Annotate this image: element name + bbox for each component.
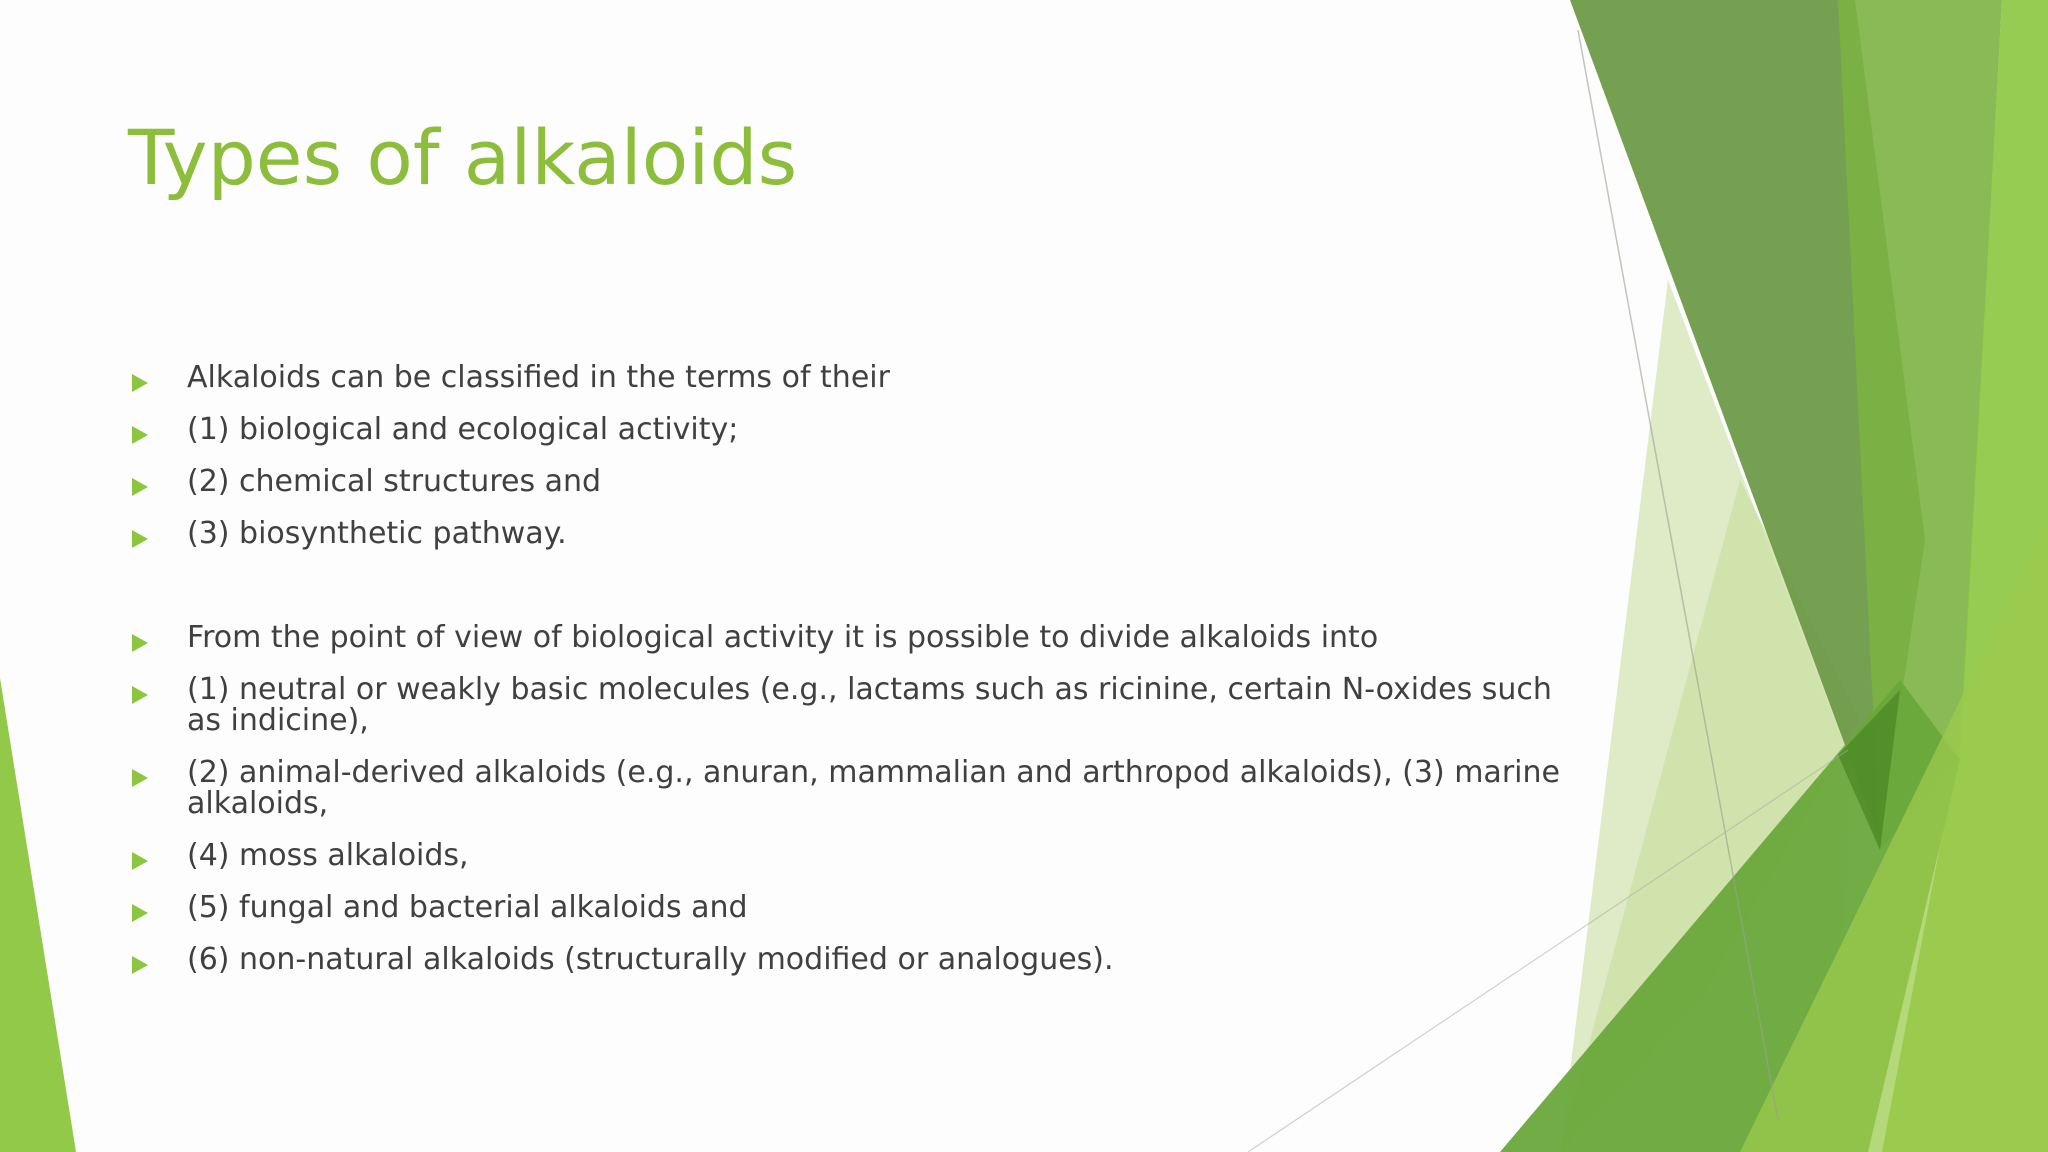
bullet-item: [128, 518, 1568, 549]
bullet-item: [128, 622, 1568, 653]
right-triangle-bullet-icon: [132, 530, 148, 548]
bullet-text: Alkaloids can be classified in the terms of their: [187, 360, 890, 395]
bullet-text: From the point of view of biological activity it is possible to divide alkaloids into: [187, 620, 1379, 655]
bullet-item: [128, 757, 1568, 819]
bullet-item: [128, 362, 1568, 393]
bullet-item: [128, 466, 1568, 497]
bullet-text: (3) biosynthetic pathway.: [187, 516, 567, 551]
bullet-list: [128, 362, 1568, 975]
bullet-text: (4) moss alkaloids,: [187, 838, 469, 873]
left-green-sliver: [0, 678, 76, 1152]
bullet-text: (1) neutral or weakly basic molecules (e.g., lactams such as ricinine, certain N-oxides such as indicine),: [187, 672, 1552, 738]
bullet-text: (6) non-natural alkaloids (structurally modified or analogues).: [187, 942, 1114, 977]
bullet-item: [128, 674, 1568, 736]
bullet-text: (2) animal-derived alkaloids (e.g., anuran, mammalian and arthropod alkaloids), (3) marine alkaloids,: [187, 755, 1560, 821]
bullet-text: (5) fungal and bacterial alkaloids and: [187, 890, 748, 925]
right-triangle-bullet-icon: [132, 956, 148, 974]
bullet-spacer: [128, 549, 1568, 601]
bullet-text: (1) biological and ecological activity;: [187, 412, 739, 447]
bullet-item: [128, 840, 1568, 871]
bullet-item: [128, 892, 1568, 923]
right-triangle-bullet-icon: [132, 852, 148, 870]
right-triangle-bullet-icon: [132, 478, 148, 496]
right-triangle-bullet-icon: [132, 426, 148, 444]
bullet-item: [128, 414, 1568, 445]
right-triangle-bullet-icon: [132, 374, 148, 392]
right-triangle-bullet-icon: [132, 904, 148, 922]
right-triangle-bullet-icon: [132, 634, 148, 652]
slide-title: Types of alkaloids: [128, 113, 798, 202]
right-triangle-bullet-icon: [132, 769, 148, 787]
bullet-text: (2) chemical structures and: [187, 464, 602, 499]
right-triangle-bullet-icon: [132, 686, 148, 704]
bullet-item: [128, 944, 1568, 975]
